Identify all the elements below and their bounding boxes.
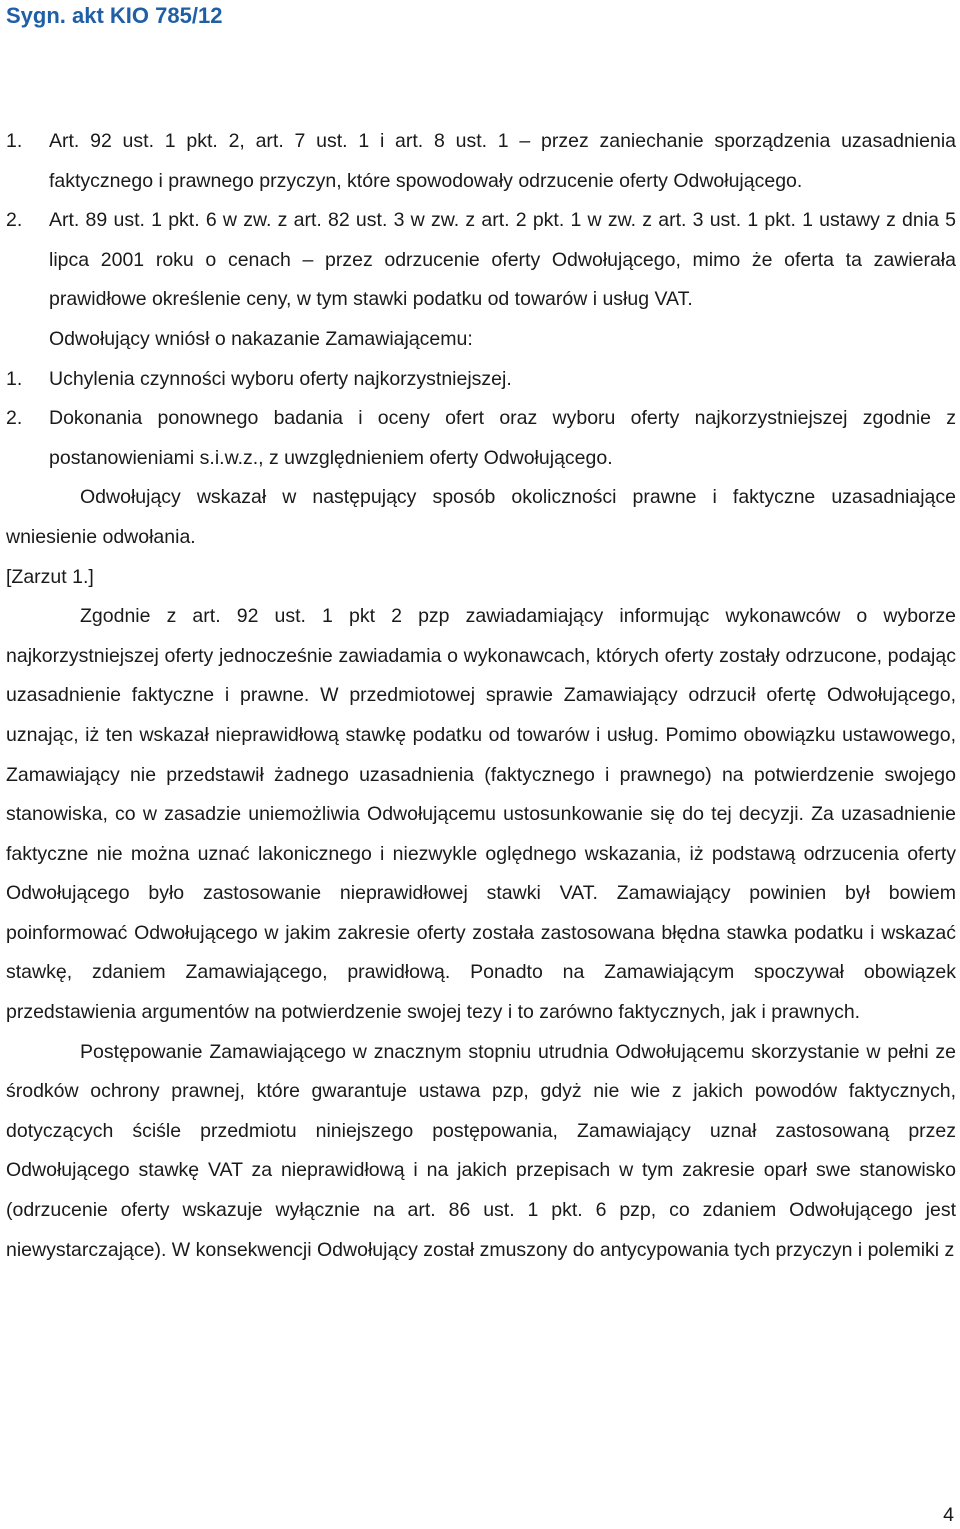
document-body <box>6 122 956 1270</box>
request-intro: Odwołujący wniósł o nakazanie Zamawiającemu: <box>49 327 473 350</box>
request-item <box>6 399 956 478</box>
charge-item <box>6 122 956 201</box>
body-paragraph: Zgodnie z art. 92 ust. 1 pkt 2 pzp zawiadamiający informując wykonawców o wyborze najkorzystniejszej oferty jednocześnie zawiadamia o wykonawcach, których oferty zostały odrzucone, podając uzasadnienie faktyczne i prawne. W przedmiotowej sprawie Zamawiający odrzucił ofertę Odwołującego, uznając, iż ten wskazał nieprawidłową stawkę podatku od towarów i usług. Pomimo obowiązku ustawowego, Zamawiający nie przedstawił żadnego uzasadnienia (faktycznego i prawnego) na potwierdzenie swojego stanowiska, co w zasadzie uniemożliwia Odwołującemu ustosunkowanie się do tej decyzji. Za uzasadnienie faktyczne nie można uznać lakonicznego i niezwykle oględnego wskazania, iż podstawą odrzucenia oferty Odwołującego było zastosowanie nieprawidłowej stawki VAT. Zamawiający powinien był bowiem poinformować Odwołującego w jakim zakresie oferty została zastosowana błędna stawka podatku i wskazać stawkę, zdaniem Zamawiającego, prawidłową. Ponadto na Zamawiającym spoczywał obowiązek przedstawienia argumentów na potwierdzenie swojej tezy i to zarówno faktycznych, jak i prawnych. <box>6 605 956 1024</box>
request-number: 1. <box>6 367 23 390</box>
request-item <box>6 360 956 400</box>
charge-text: Art. 89 ust. 1 pkt. 6 w zw. z art. 82 ust. 3 w zw. z art. 2 pkt. 1 w zw. z art. 3 ust. 1 pkt. 1 ustawy z dnia 5 lipca 2001 roku o cenach – przez odrzucenie oferty Odwołującego, mimo że oferta ta zawierała prawidłowe określenie ceny, w tym stawki podatku od towarów i usług VAT. <box>49 209 956 311</box>
request-text: Uchylenia czynności wyboru oferty najkorzystniejszej. <box>49 367 512 390</box>
zarzut-label: [Zarzut 1.] <box>6 565 94 588</box>
charge-number: 2. <box>6 209 23 232</box>
grounds-intro: Odwołujący wskazał w następujący sposób okoliczności prawne i faktyczne uzasadniające wniesienie odwołania. <box>6 486 956 548</box>
charge-text: Art. 92 ust. 1 pkt. 2, art. 7 ust. 1 i art. 8 ust. 1 – przez zaniechanie sporządzenia uzasadnienia faktycznego i prawnego przyczyn, które spowodowały odrzucenie oferty Odwołującego. <box>49 130 956 192</box>
request-text: Dokonania ponownego badania i oceny ofert oraz wyboru oferty najkorzystniejszej zgodnie z postanowieniami s.i.w.z., z uwzględnieniem oferty Odwołującego. <box>49 407 956 469</box>
charge-item <box>6 201 956 320</box>
page-number: 4 <box>943 1504 954 1526</box>
document-signature: Sygn. akt KIO 785/12 <box>6 3 223 28</box>
charge-number: 1. <box>6 130 23 152</box>
request-number: 2. <box>6 407 23 430</box>
body-paragraph: Postępowanie Zamawiającego w znacznym stopniu utrudnia Odwołującemu skorzystanie w pełni ze środków ochrony prawnej, które gwarantuje ustawa pzp, gdyż nie wie z jakich powodów faktycznych, dotyczących ściśle przedmiotu niniejszego postępowania, Zamawiający uznał zastosowaną przez Odwołującego stawkę VAT za nieprawidłową i na jakich przepisach w tym zakresie oparł swe stanowisko (odrzucenie oferty wskazuje wyłącznie na art. 86 ust. 1 pkt. 6 pzp, co zdaniem Odwołującego jest niewystarczające). W konsekwencji Odwołujący został zmuszony do antycypowania tych przyczyn i polemiki z <box>6 1040 956 1261</box>
